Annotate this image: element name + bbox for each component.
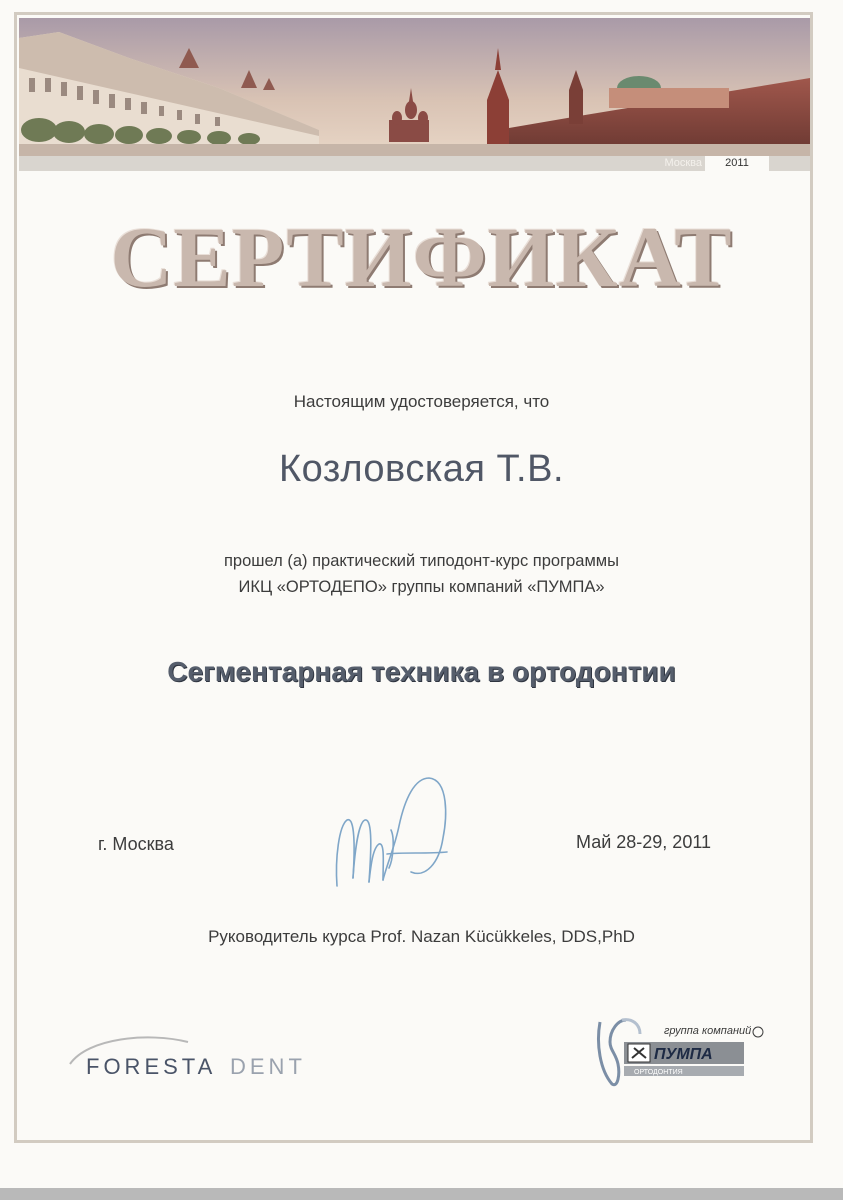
scan-edge — [0, 1188, 843, 1200]
course-description-line-2: ИКЦ «ОРТОДЕПО» группы компаний «ПУМПА» — [238, 578, 605, 596]
recipient-name: Козловская Т.В. — [278, 448, 565, 490]
svg-text:ПУМПА: ПУМПА — [654, 1046, 713, 1063]
svg-text:DENT: DENT — [230, 1054, 306, 1079]
intro-text: Настоящим удостоверяется, что — [293, 392, 550, 411]
course-director: Руководитель курса Prof. Nazan Kücükkeles, DDS,PhD — [208, 927, 635, 946]
pumpa-logo — [594, 1014, 764, 1090]
issue-city: г. Москва — [98, 834, 174, 854]
issue-date: Май 28-29, 2011 — [576, 832, 712, 852]
svg-text:FORESTA: FORESTA — [86, 1054, 217, 1079]
banner-caption-bar — [19, 156, 810, 171]
course-description-line-1: прошел (а) практический типодонт-курс программы — [223, 552, 620, 570]
banner-city-label: Москва — [664, 157, 702, 169]
certificate-title: СЕРТИФИКАТ — [110, 209, 733, 305]
svg-text:группа компаний: группа компаний — [664, 1025, 752, 1037]
moscow-banner-photo — [19, 18, 810, 171]
forestadent-logo — [68, 1034, 338, 1082]
banner-year-label: 2011 — [705, 156, 769, 171]
svg-text:ОРТОДОНТИЯ: ОРТОДОНТИЯ — [634, 1069, 683, 1076]
course-title: Сегментарная техника в ортодонтии — [167, 656, 676, 687]
signature-image — [325, 768, 465, 898]
